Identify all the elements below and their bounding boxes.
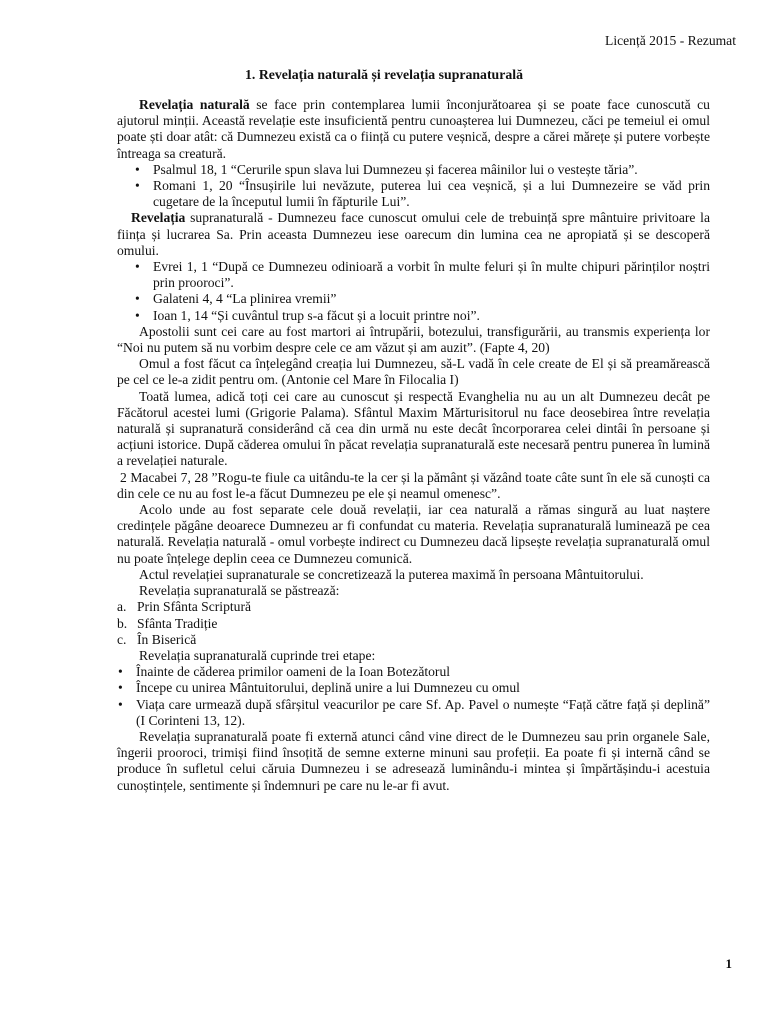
list-item	[117, 632, 710, 648]
term-revelation: Revelația	[131, 210, 186, 226]
term-natural-revelation: Revelația naturală	[139, 97, 250, 112]
list-item	[117, 680, 710, 696]
bullet-icon: •	[118, 680, 123, 696]
list-item-text: Romani 1, 20 “Însușirile lui nevăzute, puterea lui cea veșnică, și a lui Dumnezeire se văd prin cugetare de la începutul lumii în făpturile Lui”.	[153, 178, 710, 210]
list-item-text: Înainte de căderea primilor oameni de la Ioan Botezătorul	[136, 664, 451, 680]
bullet-icon: •	[118, 696, 123, 712]
list-item-text: Sfânta Tradiție	[137, 615, 218, 631]
list-item	[117, 616, 710, 632]
paragraph-apostles: Apostolii sunt cei care au fost martori ai întrupării, botezului, transfigurării, au transmis experiența lor “Noi nu putem să nu vorbim despre cele ce am văzut și am auzit”. (Fapte 4, 20)	[117, 323, 710, 356]
paragraph-savior: Actul revelației supranaturale se concretizează la puterea maximă în persoana Mântuitorului.	[139, 566, 644, 582]
section-title: 1. Revelația naturală și revelația supranaturală	[245, 67, 523, 82]
list-item	[117, 178, 710, 210]
paragraph-separation: Acolo unde au fost separate cele două revelații, iar cea naturală a rămas singură au luat naștere credințele păgâne deoarece Dumnezeu ar fi confundat cu materia. Revelația supranaturală luminează pe cea naturală. Revelația naturală - omul vorbește indirect cu Dumnezeu dacă lipsește revelația supranaturală omul nu poate înțelege deplin ceea ce Dumnezeu comunică.	[117, 502, 710, 566]
list-item-text: Ioan 1, 14 “Și cuvântul trup s-a făcut și a locuit printre noi”.	[153, 307, 480, 323]
list-item	[117, 697, 710, 729]
paragraph-external-internal: Revelația supranaturală poate fi externă atunci când vine direct de le Dumnezeu sau prin organele Sale, îngerii prooroci, trimiși fiind însoțită de semne externe minuni sau profeții. Ea poate fi și internă când se produce în sufletul celui căruia Dumnezeu i se adresează luminându-i mintea și împărtășindu-i acestuia cunoștințele, sentimente și îndemnuri pe care nu le-ar fi avut.	[117, 728, 710, 793]
paragraph-text: se face prin contemplarea lumii înconjurătoarea și se poate face cunoscută cu ajutorul minții. Această revelație este insuficientă pentru cunoașterea lui Dumnezeu, căci pe temeiul ei omul poate ști doar atât: că Dumnezeu există ca o ființă cu putere veșnică, despre a cărei mărețe și putere vorbește întreaga sa creatură.	[117, 97, 710, 161]
bullet-list-stages	[117, 664, 710, 729]
paragraph-text: supranaturală - Dumnezeu face cunoscut omului cele de trebuință spre mântuire privitoare la ființa și lucrarea Sa. Prin aceasta Dumnezeu iese oarecum din lumina cea ne apropiată și se descoperă omului.	[117, 210, 710, 258]
list-item-text: În Biserică	[137, 631, 197, 647]
paragraph-creation: Omul a fost făcut ca înțelegând creația lui Dumnezeu, să-L vadă în cele create de El și să preamărească pe cel ce le-a zidit pentru om. (Antonie cel Mare în Filocalia I)	[117, 356, 710, 388]
list-item-text: Galateni 4, 4 “La plinirea vremii”	[153, 291, 337, 307]
bullet-icon: •	[118, 664, 123, 680]
document-body	[117, 97, 710, 794]
running-header: Licență 2015 - Rezumat	[605, 33, 736, 48]
list-item-text: Psalmul 18, 1 “Cerurile spun slava lui Dumnezeu și facerea mâinilor lui o vestește tăria”.	[153, 161, 638, 177]
paragraph-stages: Revelația supranaturală cuprinde trei etape:	[139, 647, 376, 663]
bullet-icon: •	[135, 291, 140, 307]
bullet-icon: •	[135, 178, 140, 194]
list-item-text: Începe cu unirea Mântuitorului, deplină unire a lui Dumnezeu cu omul	[136, 680, 520, 696]
bullet-icon: •	[135, 161, 140, 177]
list-item	[117, 259, 710, 291]
paragraph-macabei: 2 Macabei 7, 28 ”Rogu-te fiule ca uitându-te la cer și la pământ și văzând toate câte sunt în ele să cunoști ca din cele ce nu au fost le-a făcut Dumnezeu pe ele și neamul omenesc”.	[117, 469, 710, 501]
bullet-icon: •	[135, 307, 140, 323]
bullet-icon: •	[135, 259, 140, 275]
list-item	[117, 291, 710, 307]
list-marker: a.	[117, 599, 127, 615]
alpha-list-preservation	[117, 599, 710, 648]
paragraph-supernatural-revelation	[117, 210, 710, 259]
list-item-text: Viața care urmează după sfârșitul veacurilor pe care Sf. Ap. Pavel o numește “Față către față și deplină” (I Corinteni 13, 12).	[136, 696, 710, 728]
list-marker: c.	[117, 631, 127, 647]
bullet-list-scripture-1	[117, 162, 710, 211]
list-item	[117, 162, 710, 178]
list-item-text: Evrei 1, 1 “După ce Dumnezeu odinioară a vorbit în multe feluri și în multe chipuri părinților noștri prin prooroci”.	[153, 259, 710, 291]
list-item	[117, 599, 710, 615]
paragraph-preserved: Revelația supranaturală se păstrează:	[139, 583, 340, 599]
bullet-list-scripture-2	[117, 259, 710, 324]
list-item	[117, 664, 710, 680]
list-item	[117, 308, 710, 324]
page-number: 1	[725, 956, 732, 971]
list-item-text: Prin Sfânta Scriptură	[137, 599, 252, 615]
list-marker: b.	[117, 615, 128, 631]
paragraph-natural-revelation	[117, 97, 710, 162]
paragraph-palama: Toată lumea, adică toți cei care au cunoscut și respectă Evanghelia nu au un alt Dumnezeu decât pe Făcătorul acestei lumi (Grigorie Palama). Sfântul Maxim Mărturisitorul nu face deosebirea între revelația naturală și supranatură considerând că cea din urmă nu este decât încorporarea celei dintâi în persoane și acțiuni istorice. După căderea omului în păcat revelația supranaturală este necesară pentru punerea în lumină a revelației naturale.	[117, 388, 710, 469]
